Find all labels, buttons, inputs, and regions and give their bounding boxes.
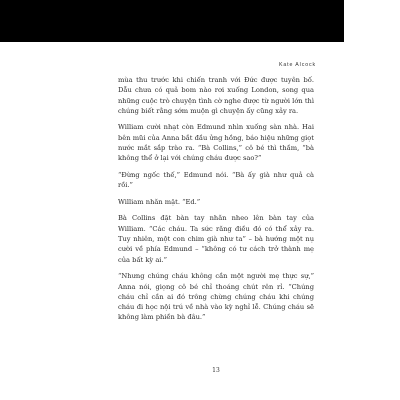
header-black-bar	[0, 0, 344, 42]
paragraph-5: Bà Collins đặt bàn tay nhăn nheo lên bàn tay của William. “Các cháu. Ta sức răng điều đó có thể xảy ra. Tuy nhiên, một con chim già như ta” – bà hướng một nụ cười về phía Edmund – “không có tư cách trở thành mẹ của bất kỳ ai.”	[118, 214, 314, 264]
paragraph-6: “Nhưng chúng cháu không cần một người mẹ thực sự,” Anna nói, giọng cô bé chỉ thoáng chút rên rỉ. “Chúng cháu chỉ cần ai đó trông chừng chúng cháu khi chúng cháu đi học nội trú về nhà vào kỳ nghỉ lễ. Chúng cháu sẽ không làm phiền bà đâu.”	[118, 272, 314, 322]
paragraph-3: “Đừng ngốc thế,” Edmund nói. “Bà ấy già như quả cà rồi.”	[118, 170, 314, 190]
paragraph-4: William nhăn mặt. “Ed.”	[118, 197, 201, 206]
page-number: 13	[212, 367, 220, 374]
page-body	[118, 75, 314, 329]
paragraph-2: William cười nhạt còn Edmund nhìn xuống sàn nhà. Hai bên mũi của Anna bắt đầu ửng hồng, báo hiệu những giọt nước mắt sắp trào ra. “Bà Collins,” cô bé thì thầm, “bà không thể ở lại với chúng cháu được sao?”	[118, 123, 314, 163]
paragraph-1: mùa thu trước khi chiến tranh với Đức được tuyên bố. Dẫu chưa có quả bom nào rơi xuống London, song qua những cuộc trò chuyện tình cờ nghe được từ người lớn thì chúng biết rằng sớm muộn gì chuyện ấy cũng xảy ra.	[118, 76, 314, 115]
running-header: Kate Alcock	[278, 62, 316, 68]
